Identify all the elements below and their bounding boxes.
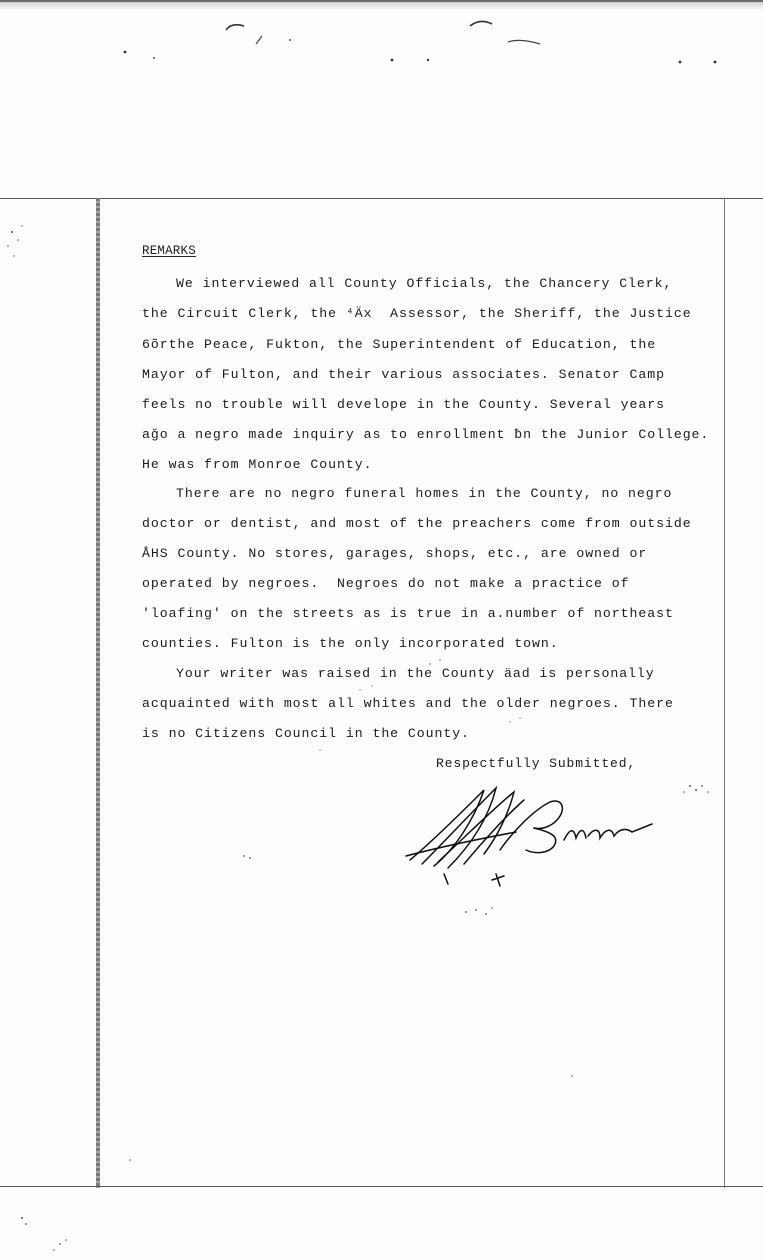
paragraph-1-line-5: feels no trouble will develope in the County. Several years <box>142 397 665 412</box>
paragraph-1-line-6: ağo a negro made inquiry as to enrollment ƀn the Junior College. <box>142 427 710 442</box>
left-margin-line <box>96 198 100 1188</box>
remarks-heading: REMARKS <box>142 244 196 258</box>
scan-artifact-marks <box>0 0 763 80</box>
paragraph-2-line-4: operated by negroes. Negroes do not make a practice of <box>142 576 630 591</box>
paragraph-1-line-7: He was from Monroe County. <box>142 457 373 472</box>
paragraph-2-line-5: 'loafing' on the streets as is true in a.number of northeast <box>142 606 674 621</box>
top-border-rule <box>0 198 763 199</box>
paragraph-3-line-2: acquainted with most all whites and the older negroes. There <box>142 696 674 711</box>
bottom-border-rule <box>0 1186 763 1187</box>
paragraph-1-line-2: the Circuit Clerk, the ⁴Äx Assessor, the Sheriff, the Justice <box>142 306 692 321</box>
handwritten-signature <box>404 780 664 890</box>
paragraph-2-line-1: There are no negro funeral homes in the County, no negro <box>176 486 673 501</box>
paragraph-2-line-2: doctor or dentist, and most of the preachers come from outside <box>142 516 692 531</box>
right-margin-line <box>724 198 725 1188</box>
paragraph-1-line-4: Mayor of Fulton, and their various associates. Senator Camp <box>142 367 665 382</box>
paragraph-1-line-3: 6õrthe Peace, Fukton, the Superintendent of Education, the <box>142 337 657 352</box>
paragraph-3-line-1: Your writer was raised in the County äad is personally <box>176 666 655 681</box>
closing-salutation: Respectfully Submitted, <box>436 756 637 771</box>
paragraph-2-line-3: ÅHS County. No stores, garages, shops, etc., are owned or <box>142 546 648 561</box>
paragraph-1-line-1: We interviewed all County Officials, the Chancery Clerk, <box>176 276 673 291</box>
paragraph-3-line-3: is no Citizens Council in the County. <box>142 726 470 741</box>
paragraph-2-line-6: counties. Fulton is the only incorporated town. <box>142 636 559 651</box>
